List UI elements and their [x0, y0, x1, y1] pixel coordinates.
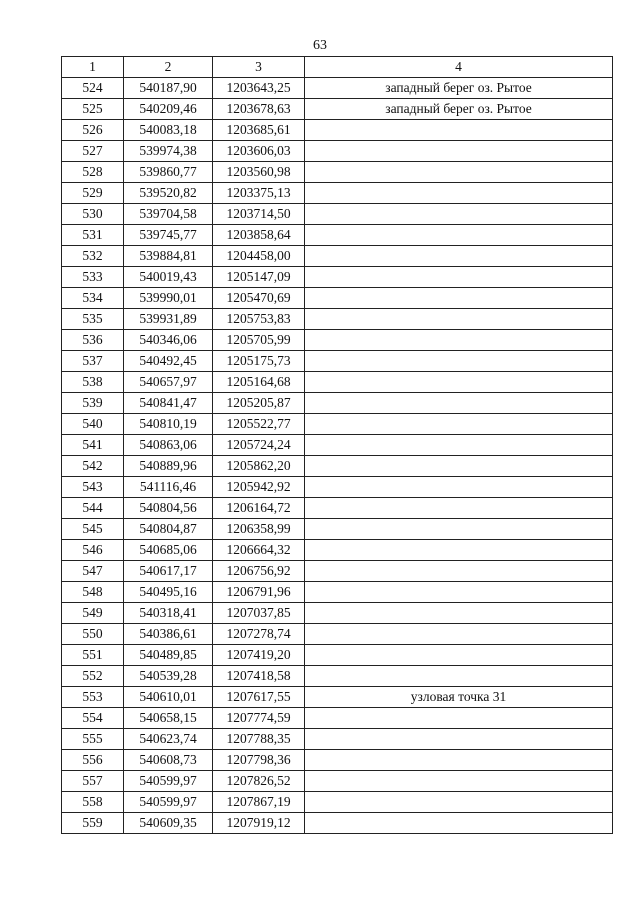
- point-number-cell: 531: [62, 225, 124, 246]
- table-row: [62, 624, 613, 645]
- x-coordinate-cell: 540083,18: [124, 120, 213, 141]
- x-coordinate-cell: 540804,56: [124, 498, 213, 519]
- description-cell: [305, 309, 613, 330]
- description-cell: [305, 183, 613, 204]
- description-cell: [305, 708, 613, 729]
- y-coordinate-cell: 1205205,87: [213, 393, 305, 414]
- point-number-cell: 529: [62, 183, 124, 204]
- description-cell: [305, 246, 613, 267]
- coordinates-table: [61, 56, 613, 834]
- point-number-cell: 543: [62, 477, 124, 498]
- x-coordinate-cell: 540609,35: [124, 813, 213, 834]
- y-coordinate-cell: 1203714,50: [213, 204, 305, 225]
- x-coordinate-cell: 540685,06: [124, 540, 213, 561]
- y-coordinate-cell: 1205522,77: [213, 414, 305, 435]
- point-number-cell: 555: [62, 729, 124, 750]
- point-number-cell: 549: [62, 603, 124, 624]
- point-number-cell: 525: [62, 99, 124, 120]
- table-row: [62, 666, 613, 687]
- x-coordinate-cell: 540623,74: [124, 729, 213, 750]
- y-coordinate-cell: 1205705,99: [213, 330, 305, 351]
- table-row: [62, 372, 613, 393]
- y-coordinate-cell: 1205164,68: [213, 372, 305, 393]
- table-row: [62, 414, 613, 435]
- description-cell: [305, 204, 613, 225]
- point-number-cell: 530: [62, 204, 124, 225]
- y-coordinate-cell: 1206358,99: [213, 519, 305, 540]
- point-number-cell: 536: [62, 330, 124, 351]
- y-coordinate-cell: 1203606,03: [213, 141, 305, 162]
- table-row: [62, 267, 613, 288]
- x-coordinate-cell: 540492,45: [124, 351, 213, 372]
- table-row: [62, 309, 613, 330]
- x-coordinate-cell: 540318,41: [124, 603, 213, 624]
- description-cell: узловая точка 31: [305, 687, 613, 708]
- point-number-cell: 539: [62, 393, 124, 414]
- table-header-row: [62, 57, 613, 78]
- point-number-cell: 524: [62, 78, 124, 99]
- point-number-cell: 538: [62, 372, 124, 393]
- point-number-cell: 556: [62, 750, 124, 771]
- description-cell: [305, 729, 613, 750]
- y-coordinate-cell: 1205942,92: [213, 477, 305, 498]
- point-number-cell: 546: [62, 540, 124, 561]
- page-number: 63: [313, 38, 327, 53]
- description-cell: [305, 120, 613, 141]
- table-row: [62, 225, 613, 246]
- y-coordinate-cell: 1205470,69: [213, 288, 305, 309]
- point-number-cell: 548: [62, 582, 124, 603]
- x-coordinate-cell: 540495,16: [124, 582, 213, 603]
- x-coordinate-cell: 540617,17: [124, 561, 213, 582]
- column-header-point-number: 1: [62, 57, 124, 78]
- point-number-cell: 554: [62, 708, 124, 729]
- x-coordinate-cell: 539704,58: [124, 204, 213, 225]
- point-number-cell: 557: [62, 771, 124, 792]
- x-coordinate-cell: 539990,01: [124, 288, 213, 309]
- y-coordinate-cell: 1205175,73: [213, 351, 305, 372]
- x-coordinate-cell: 539745,77: [124, 225, 213, 246]
- y-coordinate-cell: 1207826,52: [213, 771, 305, 792]
- table-row: [62, 708, 613, 729]
- description-cell: [305, 519, 613, 540]
- point-number-cell: 559: [62, 813, 124, 834]
- x-coordinate-cell: 540863,06: [124, 435, 213, 456]
- point-number-cell: 550: [62, 624, 124, 645]
- y-coordinate-cell: 1207788,35: [213, 729, 305, 750]
- point-number-cell: 545: [62, 519, 124, 540]
- description-cell: [305, 414, 613, 435]
- x-coordinate-cell: 541116,46: [124, 477, 213, 498]
- point-number-cell: 552: [62, 666, 124, 687]
- description-cell: [305, 267, 613, 288]
- point-number-cell: 533: [62, 267, 124, 288]
- x-coordinate-cell: 540386,61: [124, 624, 213, 645]
- x-coordinate-cell: 540019,43: [124, 267, 213, 288]
- description-cell: [305, 750, 613, 771]
- x-coordinate-cell: 540599,97: [124, 792, 213, 813]
- table-row: [62, 582, 613, 603]
- y-coordinate-cell: 1203643,25: [213, 78, 305, 99]
- x-coordinate-cell: 540810,19: [124, 414, 213, 435]
- table-row: [62, 561, 613, 582]
- table-row: [62, 141, 613, 162]
- description-cell: [305, 456, 613, 477]
- y-coordinate-cell: 1207798,36: [213, 750, 305, 771]
- description-cell: [305, 141, 613, 162]
- table-row: [62, 750, 613, 771]
- point-number-cell: 535: [62, 309, 124, 330]
- description-cell: западный берег оз. Рытое: [305, 99, 613, 120]
- description-cell: [305, 330, 613, 351]
- table-row: [62, 813, 613, 834]
- point-number-cell: 544: [62, 498, 124, 519]
- column-header-y: 3: [213, 57, 305, 78]
- y-coordinate-cell: 1207418,58: [213, 666, 305, 687]
- y-coordinate-cell: 1206164,72: [213, 498, 305, 519]
- description-cell: [305, 435, 613, 456]
- y-coordinate-cell: 1204458,00: [213, 246, 305, 267]
- x-coordinate-cell: 539974,38: [124, 141, 213, 162]
- description-cell: [305, 645, 613, 666]
- y-coordinate-cell: 1203560,98: [213, 162, 305, 183]
- description-cell: [305, 792, 613, 813]
- column-header-description: 4: [305, 57, 613, 78]
- table-row: [62, 204, 613, 225]
- table-row: [62, 540, 613, 561]
- y-coordinate-cell: 1207037,85: [213, 603, 305, 624]
- y-coordinate-cell: 1206791,96: [213, 582, 305, 603]
- description-cell: [305, 624, 613, 645]
- table-row: [62, 687, 613, 708]
- description-cell: [305, 582, 613, 603]
- x-coordinate-cell: 539520,82: [124, 183, 213, 204]
- table-row: [62, 729, 613, 750]
- x-coordinate-cell: 540657,97: [124, 372, 213, 393]
- table-row: [62, 792, 613, 813]
- x-coordinate-cell: 540599,97: [124, 771, 213, 792]
- description-cell: [305, 813, 613, 834]
- description-cell: [305, 498, 613, 519]
- y-coordinate-cell: 1207617,55: [213, 687, 305, 708]
- point-number-cell: 540: [62, 414, 124, 435]
- y-coordinate-cell: 1207867,19: [213, 792, 305, 813]
- x-coordinate-cell: 540804,87: [124, 519, 213, 540]
- table-row: [62, 477, 613, 498]
- y-coordinate-cell: 1205753,83: [213, 309, 305, 330]
- description-cell: [305, 351, 613, 372]
- y-coordinate-cell: 1207919,12: [213, 813, 305, 834]
- y-coordinate-cell: 1203375,13: [213, 183, 305, 204]
- description-cell: [305, 603, 613, 624]
- x-coordinate-cell: 540539,28: [124, 666, 213, 687]
- x-coordinate-cell: 539884,81: [124, 246, 213, 267]
- description-cell: [305, 561, 613, 582]
- table-row: [62, 351, 613, 372]
- table-row: [62, 330, 613, 351]
- description-cell: западный берег оз. Рытое: [305, 78, 613, 99]
- x-coordinate-cell: 540608,73: [124, 750, 213, 771]
- table-row: [62, 246, 613, 267]
- table-row: [62, 519, 613, 540]
- y-coordinate-cell: 1207278,74: [213, 624, 305, 645]
- x-coordinate-cell: 540889,96: [124, 456, 213, 477]
- x-coordinate-cell: 539860,77: [124, 162, 213, 183]
- y-coordinate-cell: 1207419,20: [213, 645, 305, 666]
- y-coordinate-cell: 1205147,09: [213, 267, 305, 288]
- point-number-cell: 527: [62, 141, 124, 162]
- x-coordinate-cell: 540346,06: [124, 330, 213, 351]
- table-row: [62, 771, 613, 792]
- table-row: [62, 645, 613, 666]
- description-cell: [305, 477, 613, 498]
- description-cell: [305, 393, 613, 414]
- description-cell: [305, 372, 613, 393]
- x-coordinate-cell: 540658,15: [124, 708, 213, 729]
- point-number-cell: 526: [62, 120, 124, 141]
- y-coordinate-cell: 1206664,32: [213, 540, 305, 561]
- table-row: [62, 288, 613, 309]
- table-row: [62, 456, 613, 477]
- x-coordinate-cell: 540489,85: [124, 645, 213, 666]
- table-row: [62, 99, 613, 120]
- y-coordinate-cell: 1206756,92: [213, 561, 305, 582]
- x-coordinate-cell: 540841,47: [124, 393, 213, 414]
- point-number-cell: 551: [62, 645, 124, 666]
- y-coordinate-cell: 1207774,59: [213, 708, 305, 729]
- point-number-cell: 542: [62, 456, 124, 477]
- y-coordinate-cell: 1205724,24: [213, 435, 305, 456]
- y-coordinate-cell: 1203685,61: [213, 120, 305, 141]
- description-cell: [305, 225, 613, 246]
- y-coordinate-cell: 1205862,20: [213, 456, 305, 477]
- point-number-cell: 534: [62, 288, 124, 309]
- point-number-cell: 528: [62, 162, 124, 183]
- table-row: [62, 603, 613, 624]
- table-row: [62, 435, 613, 456]
- table-row: [62, 498, 613, 519]
- table-row: [62, 120, 613, 141]
- x-coordinate-cell: 540610,01: [124, 687, 213, 708]
- table-row: [62, 78, 613, 99]
- point-number-cell: 547: [62, 561, 124, 582]
- y-coordinate-cell: 1203858,64: [213, 225, 305, 246]
- point-number-cell: 541: [62, 435, 124, 456]
- description-cell: [305, 540, 613, 561]
- description-cell: [305, 288, 613, 309]
- point-number-cell: 553: [62, 687, 124, 708]
- table-row: [62, 162, 613, 183]
- point-number-cell: 532: [62, 246, 124, 267]
- description-cell: [305, 162, 613, 183]
- table-row: [62, 183, 613, 204]
- x-coordinate-cell: 539931,89: [124, 309, 213, 330]
- x-coordinate-cell: 540209,46: [124, 99, 213, 120]
- description-cell: [305, 771, 613, 792]
- description-cell: [305, 666, 613, 687]
- point-number-cell: 558: [62, 792, 124, 813]
- point-number-cell: 537: [62, 351, 124, 372]
- column-header-x: 2: [124, 57, 213, 78]
- y-coordinate-cell: 1203678,63: [213, 99, 305, 120]
- x-coordinate-cell: 540187,90: [124, 78, 213, 99]
- table-row: [62, 393, 613, 414]
